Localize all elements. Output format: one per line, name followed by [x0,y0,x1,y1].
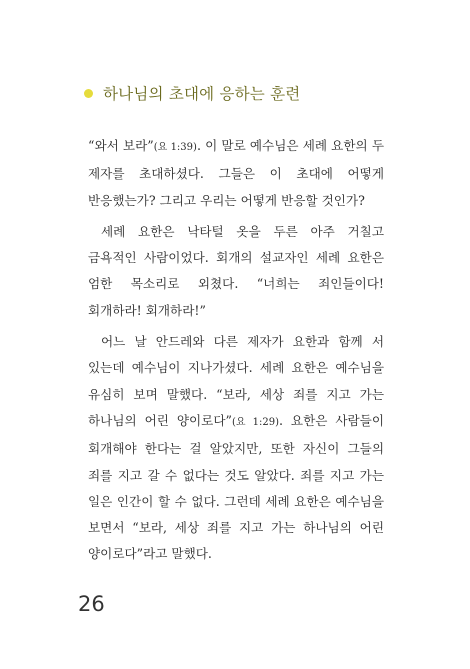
citation: (요 1:39) [153,142,197,153]
citation: (요 1:29) [231,416,279,428]
section-heading-text: 하나님의 초대에 응하는 훈련 [103,85,301,103]
section-heading [84,82,300,104]
paragraph-3 [88,329,384,568]
paragraph-text: . 이 말로 예수님은 세례 요한의 두 제자를 초대하셨다. 그들은 이 초대에 어떻게 반응했는가? 그리고 우리는 어떻게 반응할 것인가? [88,138,384,208]
paragraph-text: 세례 요한은 낙타털 옷을 두른 아주 거칠고 금욕적인 사람이었다. 회개의 설교자인 세례 요한은 엄한 목소리로 외쳤다. “너희는 죄인들이다! 회개하라! 회개하라!” [88,223,384,318]
paragraph-text: . 요한은 사람들이 회개해야 한다는 걸 알았지만, 또한 자신이 그들의 죄를 지고 갈 수 없다는 것도 알았다. 죄를 지고 가는 일은 인간이 할 수 없다. 그런데 세례 요한은 예수님을 보면서 “보라, 세상 죄를 지고 가는 하나님의 어린 양이로다”라고 말했다. [88,412,384,562]
page-number: 26 [78,592,105,616]
lead-quote: “와서 보라” [88,138,154,153]
bullet-dot-icon [84,89,93,98]
body-text [88,133,384,573]
paragraph-2 [88,219,384,324]
paragraph-1 [88,133,384,214]
paragraph-text: 어느 날 안드레와 다른 제자가 요한과 함께 서 있는데 예수님이 지나가셨다. 세례 요한은 예수님을 유심히 보며 말했다. “보라, 세상 죄를 지고 가는 하나님의 어린 양이로다” [88,334,384,428]
